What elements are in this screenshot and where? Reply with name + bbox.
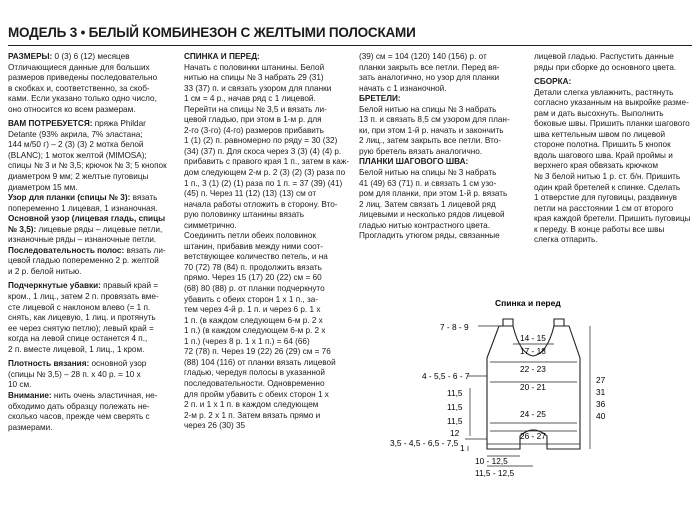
text-line: Перейти на спицы № 3,5 и вязать ли-	[184, 104, 327, 114]
text-line: согласно указанным на выкройке разме-	[534, 98, 689, 108]
text-line: 144 м/50 г) – 2 (3) (3) 2 мотка белой	[8, 140, 144, 150]
text-line: лицевыми и несколько рядов лицевой	[359, 210, 505, 220]
dim-40: 40	[596, 411, 606, 421]
text-line: штанин, прибавив между ними соот-	[184, 241, 323, 251]
dim-11-5-a: 11,5	[447, 388, 463, 398]
text-line: 1 п., 3 (1) (2) (1) раза по 1 п. = 37 (39) (41)	[184, 178, 343, 188]
dim-20-21: 20 - 21	[520, 382, 546, 392]
dim-11-5-c: 11,5	[447, 416, 463, 426]
text-line: через 26 (30) 35	[184, 421, 246, 431]
text-line: размерами.	[8, 422, 53, 432]
text-line: один край бретелей к спинке. Сделать	[534, 182, 681, 192]
text-line: 70 (72) 78 (84) п. продолжить вязать	[184, 262, 322, 272]
text-line: ряды при сборке до основного цвета.	[534, 62, 677, 72]
text-line: (68) 80 (88) р. от планки подчеркнуто	[184, 284, 325, 294]
text-line: когда на левой спице останется 4 п.,	[8, 334, 148, 344]
strap-right	[554, 319, 564, 326]
text-line: прибавить с правого края 1 п., затем в каж-	[184, 157, 350, 167]
text-line: рую половинку штанины вязать симметрично.	[184, 210, 305, 230]
strap-left	[503, 319, 513, 326]
text-line: стороне полотна. Пришить 5 кнопок	[534, 140, 671, 150]
attention-paragraph: Внимание: нить очень эластичная, не-	[8, 390, 158, 400]
text-line: (34) (37) п. Для скоса через 3 (3) (4) (4) р.	[184, 146, 342, 156]
text-line: планки закрыть все петли. Перед вя-	[359, 62, 500, 72]
text-line: размеров приведены последовательно	[8, 73, 158, 83]
text-line: слегка отпарить.	[534, 235, 598, 245]
text-line: тем через 4-й р. 1 п. и через 6 р. 1 x	[184, 305, 321, 315]
dim-12: 12	[450, 428, 460, 438]
dim-10-12-5: 10 - 12,5	[475, 456, 508, 466]
text-line: 72 (78) п. Через 19 (22) 26 (29) см = 76	[184, 347, 331, 357]
text-line: 1 (1) (2) п. равномерно по ряду = 30 (32)	[184, 136, 338, 146]
materials-heading: ВАМ ПОТРЕБУЕТСЯ:	[8, 119, 93, 129]
text-line: Прогладить утюгом ряды, связанные	[359, 231, 500, 241]
text-line: цевой гладью, при этом в 1-м р. для	[184, 115, 322, 125]
text-line: попеременно 1 лицевая, 1 изнаночная.	[8, 203, 158, 213]
text-line: и 2 р. белой нитью.	[8, 266, 82, 276]
dim-24-25: 24 - 25	[520, 409, 546, 419]
gauge-paragraph: Плотность вязания: основной узор	[8, 359, 147, 369]
text-line: 1 п.) (в каждом следующем 6-м р. 2 x	[184, 326, 326, 336]
straps-heading: БРЕТЕЛИ:	[359, 94, 401, 104]
sizes-heading: РАЗМЕРЫ:	[8, 52, 53, 61]
text-line: шва кеттельным швом по лицевой	[534, 129, 666, 139]
text-line: кром., 1 лиц., затем 2 п. провязать вме-	[8, 292, 159, 302]
text-line: дом следующем 2-м р. 2 (3) (2) (3) раза по	[184, 168, 346, 178]
text-line: 1 п. (в каждом следующем 6-м р. 2 x	[184, 315, 323, 325]
text-line: оно относится ко всем размерам.	[8, 104, 136, 114]
text-line: вдоль шагового шва. Край проймы и	[534, 150, 673, 160]
text-line: № 3,5): лицевые ряды – лицевые петли,	[8, 224, 163, 234]
text-line: начала работы отложить в сторону. Вто-	[184, 199, 338, 209]
plank-pattern-heading: Узор для планки (спицы № 3):	[8, 193, 131, 203]
text-line: верхнего края обвязать крючком	[534, 161, 659, 171]
dim-27: 27	[596, 375, 606, 385]
text-line: ветствующее количество петель, и на	[184, 252, 328, 262]
gauge-heading: Плотность вязания:	[8, 359, 90, 369]
text-line: Детали слегка увлажнить, растянуть	[534, 87, 674, 97]
text-line: Белой нитью на спицы № 3 набрать	[359, 168, 497, 178]
text-line: нитью на спицы № 3 набрать 29 (31)	[184, 73, 324, 83]
stripe-sequence-heading: Последовательность полос:	[8, 245, 125, 255]
text-line: Соединить петли обеих половинок	[184, 231, 316, 241]
main-pattern-paragraph	[8, 214, 176, 225]
text-line: (BLANC); 1 моток желтой (MIMOSA);	[8, 150, 147, 160]
dim-4-5-6-7: 4 - 5,5 - 6 - 7	[422, 371, 470, 381]
back-front-heading: СПИНКА И ПЕРЕД:	[184, 52, 260, 61]
text-line: 1 отверстие для пуговицы, раздвинув	[534, 193, 678, 203]
attention-heading: Внимание:	[8, 390, 52, 400]
text-line: 2 п. вместе лицевой, 1 лиц., 1 кром.	[8, 344, 145, 354]
text-line: гладью нитью контрастного цвета.	[359, 220, 490, 230]
text-line: сте лицевой с наклоном влево (= 1 п.	[8, 302, 151, 312]
page-title: МОДЕЛЬ 3 • БЕЛЫЙ КОМБИНЕЗОН С ЖЕЛТЫМИ ПОЛОСКАМИ	[8, 25, 416, 40]
text-line: диаметром 9 мм; 2 желтые пуговицы	[8, 172, 149, 182]
dim-11-5-12-5: 11,5 - 12,5	[475, 468, 515, 478]
sizes-paragraph: РАЗМЕРЫ: 0 (3) 6 (12) месяцев	[8, 52, 130, 61]
text-line: № 3 белой нитью 1 р. ст. б/н. Пришить	[534, 172, 681, 182]
text-line: боковые швы. Пришить планки шагового	[534, 119, 690, 129]
dim-17-18: 17 - 18	[520, 346, 546, 356]
text-line: 41 (49) 63 (71) п. и связать 1 см узо-	[359, 178, 497, 188]
text-line: Отличающиеся данные для больших	[8, 62, 150, 72]
text-line: Белой нитью на спицы № 3 набрать	[359, 104, 497, 114]
text-line: обходимо дать образцу полежать не-	[8, 401, 150, 411]
dim-14-15: 14 - 15	[520, 333, 546, 343]
diagram-title: Спинка и перед	[495, 298, 561, 308]
text-line: (спицы № 3,5) – 28 п. х 40 р. = 10 х	[8, 369, 141, 379]
text-line: 2 п. и 1 x 1 п. в каждом следующем	[184, 400, 319, 410]
text-line: Detante (93% акрила, 7% эластана;	[8, 129, 143, 139]
text-line: петли на расстоянии 1 см от второго	[534, 203, 674, 213]
text-line: для пройм убавить с обеих сторон 1 x	[184, 389, 329, 399]
text-line: (39) см = 104 (120) 140 (156) р. от	[359, 52, 487, 61]
title-rule	[8, 45, 692, 46]
text-line: 10 см.	[8, 380, 32, 390]
dim-31: 31	[596, 387, 606, 397]
plank-pattern-paragraph: Узор для планки (спицы № 3): вязать	[8, 193, 158, 203]
text-line: к переду. В конце работы все швы	[534, 224, 665, 234]
text-line: 33 (37) п. и связать узором для планки	[184, 83, 332, 93]
pattern-diagram	[390, 296, 700, 514]
dim-36: 36	[596, 399, 606, 409]
dim-26-27: 26 - 27	[520, 431, 546, 441]
text-line: убавить с обеих сторон 1 x 1 п., за-	[184, 294, 318, 304]
column-2	[184, 52, 352, 432]
text-line: в скобках и, соответственно, за скоб-	[8, 83, 150, 93]
text-line: 2-м р. 2 x 1 п. Затем вязать прямо и	[184, 410, 321, 420]
text-line: зать аналогично, но узор для планки	[359, 73, 500, 83]
column-4	[534, 52, 694, 246]
column-1	[8, 52, 176, 433]
text-line: 1 см = 4 р., начав ряд с 1 лицевой.	[184, 94, 316, 104]
text-line: 2 лиц. Затем связать 1 лицевой ряд	[359, 199, 496, 209]
dim-11-5-b: 11,5	[447, 402, 463, 412]
text-line: прямо. Через 15 (17) 20 (22) см = 60	[184, 273, 322, 283]
decrease-paragraph: Подчеркнутые убавки: правый край =	[8, 281, 159, 291]
text-line: снять, как лицевую, 1 лиц. и протянуть	[8, 313, 156, 323]
dim-22-23: 22 - 23	[520, 364, 546, 374]
text-line: (45) п. Через 11 (12) (13) (13) см от	[184, 189, 317, 199]
text-line: ками. Если указано только одно число,	[8, 94, 157, 104]
text-line: 13 п. и связать 8,5 см узором для план-	[359, 115, 510, 125]
text-line: 2-го (3-го) (4-го) размеров прибавить	[184, 125, 324, 135]
text-line: 1 п.) (через 8 р. 1 x 1 п.) = 64 (66)	[184, 336, 310, 346]
crotch-planks-heading: ПЛАНКИ ШАГОВОГО ШВА:	[359, 157, 469, 167]
text-line: цевой гладью попеременно 2 р. желтой	[8, 256, 159, 266]
text-line: ром для планки, при этом 1-й р. вязать	[359, 189, 508, 199]
dim-1: 1	[460, 443, 465, 453]
materials-paragraph: ВАМ ПОТРЕБУЕТСЯ: пряжа Phildar	[8, 119, 146, 129]
column-3	[359, 52, 527, 242]
text-line: диаметром 15 мм.	[8, 182, 78, 192]
text-line: Начать с половинки штанины. Белой	[184, 62, 325, 72]
text-line: последовательности. Одновременно	[184, 378, 325, 388]
text-line: лицевой гладью. Распустить данные	[534, 52, 674, 61]
text-line: рам и дать высохнуть. Выполнить	[534, 108, 664, 118]
text-line: 2 лиц., затем закрыть все петли. Вто-	[359, 136, 502, 146]
text-line: рую бретель вязать аналогично.	[359, 146, 483, 156]
text-line: сколько часов, прежде чем сверять с	[8, 412, 150, 422]
main-pattern-heading: Основной узор (лицевая гладь, спицы	[8, 214, 166, 224]
text-line: края каждой бретели. Пришить пуговицы	[534, 214, 691, 224]
dim-3-5-7-5: 3,5 - 4,5 - 6,5 - 7,5	[390, 438, 459, 448]
text-line: ки, при этом 1-й р. начать и закончить	[359, 125, 504, 135]
text-line: начать с 1 изнаночной.	[359, 83, 447, 93]
text-line: гладью, чередуя полосы в указанной	[184, 368, 326, 378]
text-line: (88) 104 (116) от планки вязать лицевой	[184, 357, 336, 367]
text-line: ее через снятую петлю); левый край =	[8, 323, 154, 333]
text-line: спицы № 3 и № 3,5; крючок № 3; 5 кнопок	[8, 161, 167, 171]
dim-7-8-9: 7 - 8 - 9	[440, 322, 469, 332]
decrease-heading: Подчеркнутые убавки:	[8, 281, 101, 291]
stripe-sequence-paragraph: Последовательность полос: вязать ли-	[8, 245, 166, 255]
assembly-heading: СБОРКА:	[534, 77, 572, 87]
text-line: изнаночные ряды – изнаночные петли.	[8, 235, 157, 245]
